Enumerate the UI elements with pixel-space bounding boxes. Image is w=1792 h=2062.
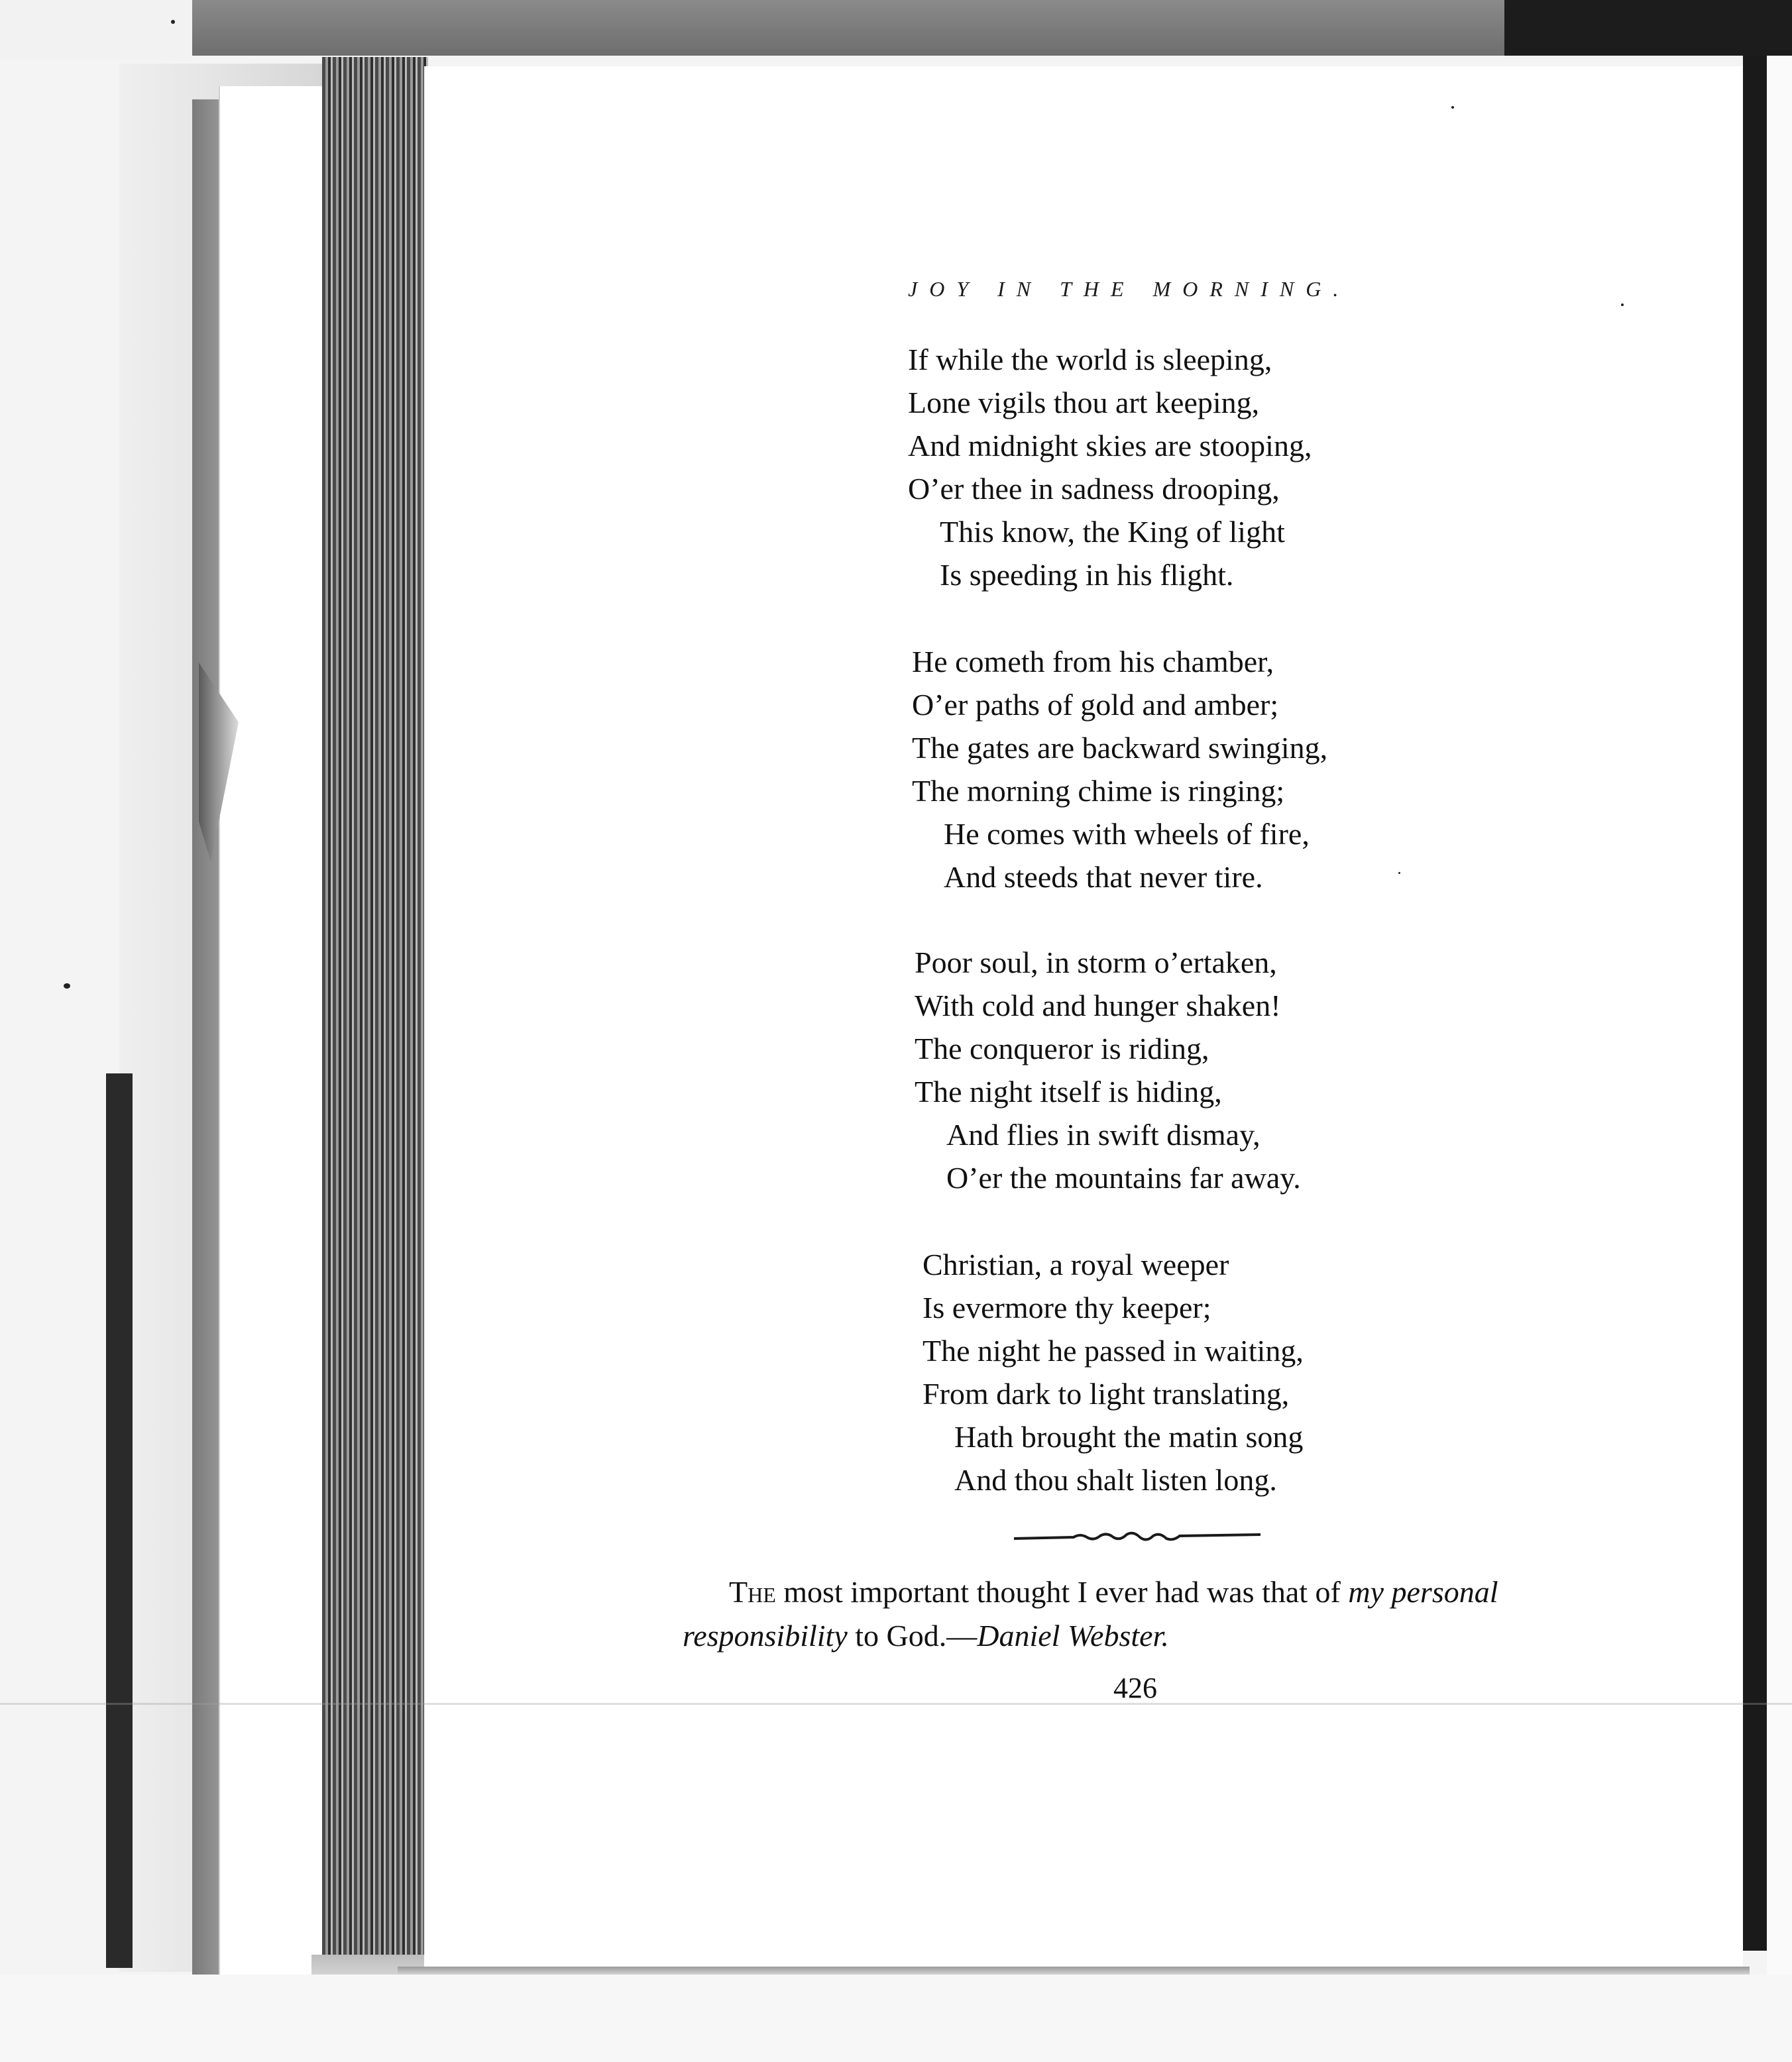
page-number: 426 bbox=[1113, 1672, 1157, 1704]
page-right-edge bbox=[1743, 56, 1767, 1951]
poem-line: He comes with wheels of fire, bbox=[944, 817, 1310, 851]
poem-line: The night itself is hiding, bbox=[915, 1075, 1222, 1109]
poem-line: And flies in swift dismay, bbox=[946, 1118, 1260, 1152]
poem-line: From dark to light translating, bbox=[923, 1377, 1290, 1411]
quotation-emphasis: responsibility bbox=[683, 1619, 848, 1653]
poem-line: O’er paths of gold and amber; bbox=[912, 688, 1279, 722]
poem-line: And thou shalt listen long. bbox=[954, 1463, 1277, 1497]
poem-line: The conqueror is riding, bbox=[915, 1032, 1209, 1065]
quotation-text: most important thought I ever had was that of bbox=[775, 1575, 1349, 1609]
closing-quotation bbox=[683, 1570, 1610, 1658]
poem-line: This know, the King of light bbox=[940, 515, 1285, 549]
dust-speck bbox=[171, 20, 175, 24]
quotation-lead-word: The bbox=[729, 1575, 776, 1609]
dust-speck bbox=[1451, 106, 1454, 109]
left-binding-strip bbox=[106, 1073, 133, 1968]
quotation-author: Daniel Webster. bbox=[977, 1619, 1169, 1653]
page-edge-stack bbox=[322, 57, 428, 1959]
backdrop-top bbox=[192, 0, 1511, 56]
poem-line: He cometh from his chamber, bbox=[912, 645, 1274, 678]
poem-line: With cold and hunger shaken! bbox=[915, 989, 1281, 1022]
poem-line: Hath brought the matin song bbox=[954, 1420, 1304, 1454]
running-header: JOY IN THE MORNING. bbox=[908, 277, 1351, 301]
poem-stanza-2 bbox=[912, 640, 1327, 898]
right-margin bbox=[1767, 56, 1792, 2062]
ornamental-divider-icon bbox=[1014, 1528, 1260, 1548]
poem-line: If while the world is sleeping, bbox=[908, 343, 1272, 376]
poem-stanza-1 bbox=[908, 338, 1312, 596]
poem-line: Lone vigils thou art keeping, bbox=[908, 386, 1260, 419]
poem-stanza-4 bbox=[923, 1243, 1304, 1501]
quotation-text: to God.— bbox=[847, 1619, 978, 1653]
poem-line: O’er thee in sadness drooping, bbox=[908, 472, 1280, 506]
poem-line: The gates are backward swinging, bbox=[912, 731, 1328, 765]
dust-speck bbox=[1621, 303, 1624, 306]
bottom-margin bbox=[0, 1975, 1792, 2062]
poem-line: The morning chime is ringing; bbox=[912, 774, 1285, 808]
quotation-line-2 bbox=[683, 1614, 1610, 1658]
quotation-emphasis: my personal bbox=[1348, 1575, 1498, 1609]
poem-stanza-3 bbox=[915, 941, 1301, 1199]
dust-speck bbox=[64, 983, 70, 989]
poem-line: Christian, a royal weeper bbox=[923, 1248, 1229, 1281]
left-flap-page bbox=[219, 86, 326, 1975]
poem-line: And midnight skies are stooping, bbox=[908, 429, 1312, 462]
poem-line: Poor soul, in storm o’ertaken, bbox=[915, 946, 1277, 979]
poem-line: Is evermore thy keeper; bbox=[923, 1291, 1211, 1325]
backdrop-top-right bbox=[1504, 0, 1792, 56]
poem-line: The night he passed in waiting, bbox=[923, 1334, 1304, 1368]
poem-line: And steeds that never tire. bbox=[944, 860, 1263, 894]
quotation-line-1 bbox=[683, 1570, 1610, 1614]
scan-line-artifact bbox=[0, 1703, 1792, 1705]
poem-line: Is speeding in his flight. bbox=[940, 558, 1234, 592]
poem-line: O’er the mountains far away. bbox=[946, 1161, 1301, 1195]
backdrop-top-left bbox=[0, 0, 192, 60]
dust-speck bbox=[1398, 872, 1400, 874]
